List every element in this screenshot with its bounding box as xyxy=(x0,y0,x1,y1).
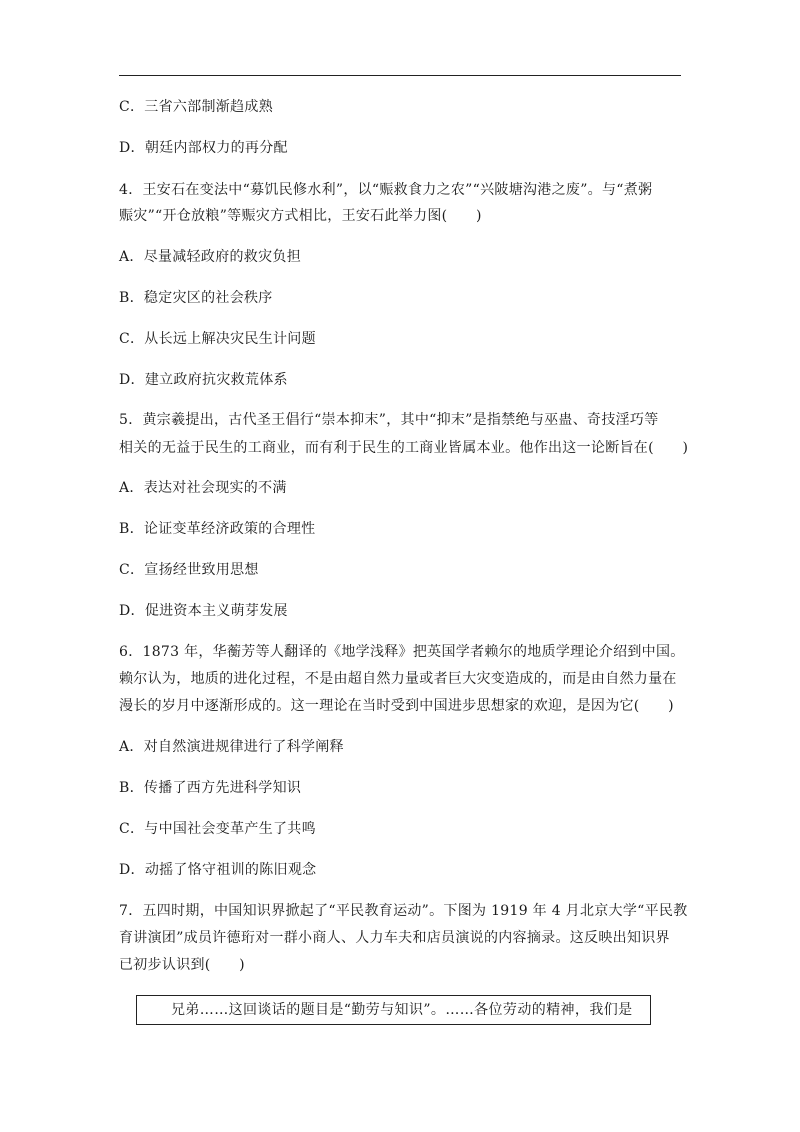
q4-option-c: C．从长远上解决灾民生计问题 xyxy=(119,331,316,347)
q6-stem-line-2: 赖尔认为，地质的进化过程，不是由超自然力量或者巨大灾变造成的，而是由自然力量在 xyxy=(119,671,677,687)
q5-option-b: B．论证变革经济政策的合理性 xyxy=(119,521,316,537)
q5-option-d: D．促进资本主义萌芽发展 xyxy=(119,603,288,619)
q6-stem-line-1: 6．1873 年，华蘅芳等人翻译的《地学浅释》把英国学者赖尔的地质学理论介绍到中国。 xyxy=(119,644,685,660)
q7-stem-line-1: 7．五四时期，中国知识界掀起了“平民教育运动”。下图为 1919 年 4 月北京大学“平民教 xyxy=(119,903,688,919)
q6-stem-line-3: 漫长的岁月中逐渐形成的。这一理论在当时受到中国进步思想家的欢迎，是因为它( ) xyxy=(119,698,674,714)
q5-option-c: C．宣扬经世致用思想 xyxy=(119,562,259,578)
q4-option-b: B．稳定灾区的社会秩序 xyxy=(119,290,273,306)
q7-quote-box xyxy=(136,995,651,1025)
q4-option-d: D．建立政府抗灾救荒体系 xyxy=(119,372,288,388)
q6-option-d: D．动摇了恪守祖训的陈旧观念 xyxy=(119,862,317,878)
header-rule xyxy=(119,75,681,76)
q6-option-b: B．传播了西方先进科学知识 xyxy=(119,780,302,796)
q3-option-c: C．三省六部制渐趋成熟 xyxy=(119,99,274,115)
q3-option-d: D．朝廷内部权力的再分配 xyxy=(119,140,288,156)
q4-stem-line-2: 赈灾”“开仓放粮”等赈灾方式相比，王安石此举力图( ) xyxy=(119,208,482,224)
q4-stem-line-1: 4．王安石在变法中“募饥民修水利”，以“赈救食力之农”“兴陂塘沟港之废”。与“煮粥 xyxy=(119,182,653,198)
q4-option-a: A．尽量减轻政府的救灾负担 xyxy=(119,249,302,265)
q7-quote-text: 兄弟……这回谈话的题目是“勤劳与知识”。……各位劳动的精神，我们是 xyxy=(171,1002,633,1018)
q5-stem-line-2: 相关的无益于民生的工商业，而有利于民生的工商业皆属本业。他作出这一论断旨在( ) xyxy=(119,440,689,456)
q7-stem-line-2: 育讲演团”成员许德珩对一群小商人、人力车夫和店员演说的内容摘录。这反映出知识界 xyxy=(119,930,670,946)
q5-option-a: A．表达对社会现实的不满 xyxy=(119,480,287,496)
q6-option-c: C．与中国社会变革产生了共鸣 xyxy=(119,821,316,837)
q5-stem-line-1: 5．黄宗羲提出，古代圣王倡行“崇本抑末”，其中“抑末”是指禁绝与巫蛊、奇技淫巧等 xyxy=(119,412,659,428)
q7-stem-line-3: 已初步认识到( ) xyxy=(119,957,245,973)
q6-option-a: A．对自然演进规律进行了科学阐释 xyxy=(119,739,344,755)
